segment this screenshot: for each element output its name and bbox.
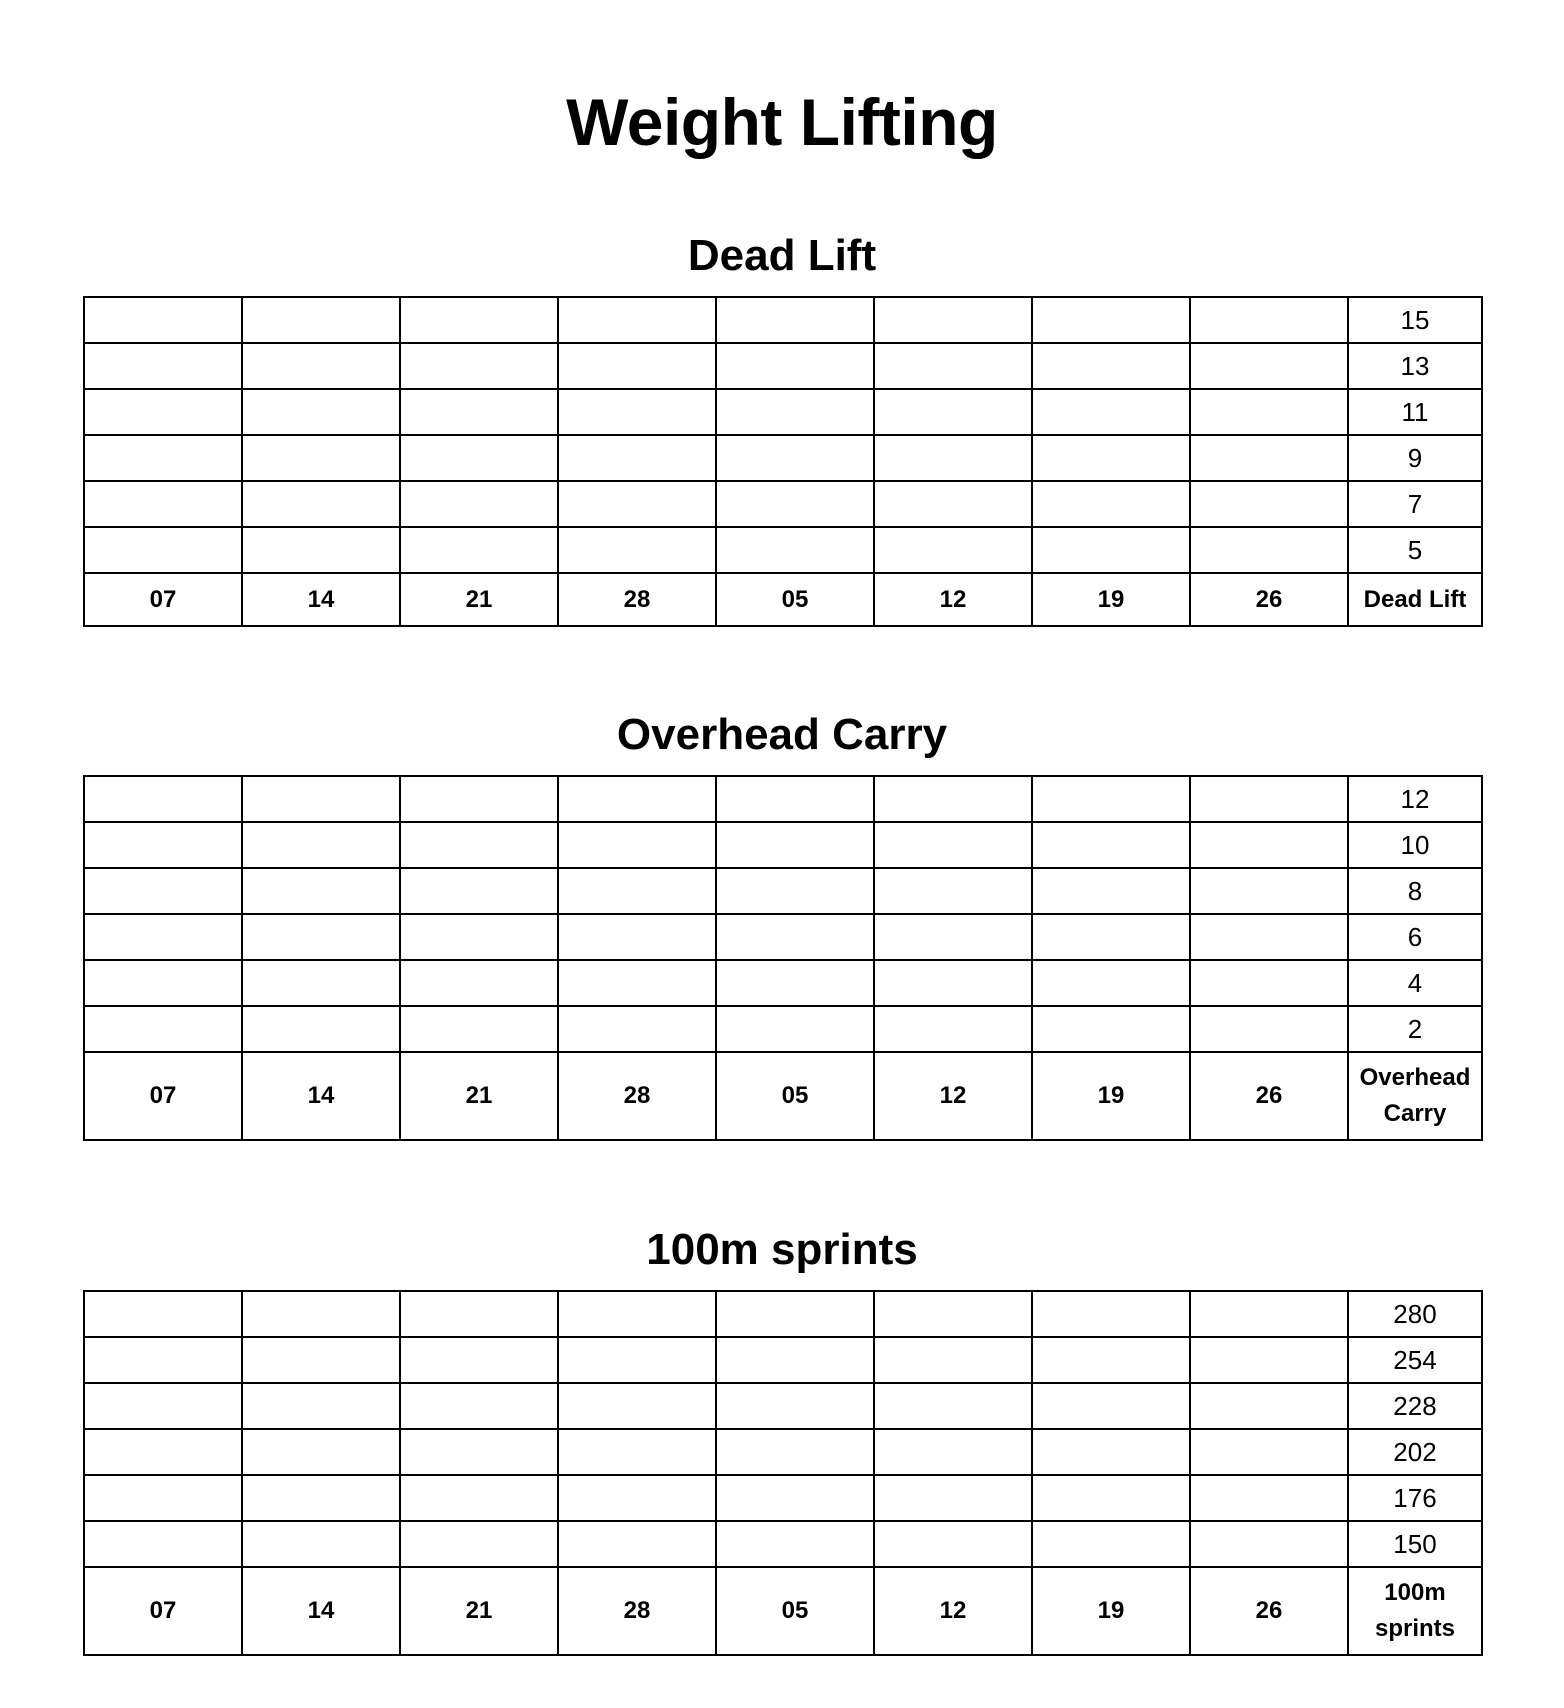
scale-value: 202 bbox=[1348, 1429, 1482, 1475]
entry-cell[interactable] bbox=[716, 776, 874, 822]
date-label: 14 bbox=[242, 1567, 400, 1655]
entry-cell[interactable] bbox=[242, 914, 400, 960]
entry-cell[interactable] bbox=[1032, 914, 1190, 960]
grid-row bbox=[84, 822, 1482, 868]
grid-row bbox=[84, 1521, 1482, 1567]
entry-cell[interactable] bbox=[1190, 1337, 1348, 1383]
grid-row bbox=[84, 1429, 1482, 1475]
entry-cell[interactable] bbox=[716, 960, 874, 1006]
entry-cell[interactable] bbox=[84, 1006, 242, 1052]
scale-value: 15 bbox=[1348, 297, 1482, 343]
grid-row bbox=[84, 1383, 1482, 1429]
entry-cell[interactable] bbox=[242, 822, 400, 868]
entry-cell[interactable] bbox=[242, 1006, 400, 1052]
entry-cell[interactable] bbox=[716, 343, 874, 389]
tracking-grid bbox=[83, 1290, 1483, 1656]
entry-cell[interactable] bbox=[716, 1521, 874, 1567]
date-label: 26 bbox=[1190, 1052, 1348, 1140]
entry-cell[interactable] bbox=[1032, 1337, 1190, 1383]
grid-row bbox=[84, 481, 1482, 527]
entry-cell[interactable] bbox=[874, 435, 1032, 481]
scale-value: 5 bbox=[1348, 527, 1482, 573]
entry-cell[interactable] bbox=[874, 527, 1032, 573]
date-label: 12 bbox=[874, 1052, 1032, 1140]
grid-row bbox=[84, 389, 1482, 435]
scale-value: 10 bbox=[1348, 822, 1482, 868]
date-label: 21 bbox=[400, 573, 558, 626]
date-label: 19 bbox=[1032, 1052, 1190, 1140]
entry-cell[interactable] bbox=[716, 868, 874, 914]
entry-cell[interactable] bbox=[84, 481, 242, 527]
entry-cell[interactable] bbox=[400, 1291, 558, 1337]
entry-cell[interactable] bbox=[1032, 960, 1190, 1006]
exercise-label: 100m sprints bbox=[1348, 1567, 1482, 1655]
entry-cell[interactable] bbox=[242, 527, 400, 573]
date-row bbox=[84, 1052, 1482, 1140]
entry-cell[interactable] bbox=[400, 868, 558, 914]
entry-cell[interactable] bbox=[558, 1475, 716, 1521]
entry-cell[interactable] bbox=[84, 914, 242, 960]
date-label: 19 bbox=[1032, 1567, 1190, 1655]
grid-row bbox=[84, 343, 1482, 389]
entry-cell[interactable] bbox=[84, 1291, 242, 1337]
entry-cell[interactable] bbox=[400, 297, 558, 343]
entry-cell[interactable] bbox=[1190, 297, 1348, 343]
entry-cell[interactable] bbox=[84, 1521, 242, 1567]
entry-cell[interactable] bbox=[400, 1337, 558, 1383]
date-row bbox=[84, 573, 1482, 626]
entry-cell[interactable] bbox=[400, 914, 558, 960]
entry-cell[interactable] bbox=[242, 343, 400, 389]
section-title: 100m sprints bbox=[646, 1225, 918, 1274]
entry-cell[interactable] bbox=[400, 1429, 558, 1475]
entry-cell[interactable] bbox=[874, 914, 1032, 960]
entry-cell[interactable] bbox=[1190, 389, 1348, 435]
entry-cell[interactable] bbox=[1190, 960, 1348, 1006]
section-title: Dead Lift bbox=[687, 231, 877, 280]
entry-cell[interactable] bbox=[558, 297, 716, 343]
scale-value: 6 bbox=[1348, 914, 1482, 960]
entry-cell[interactable] bbox=[1032, 527, 1190, 573]
entry-cell[interactable] bbox=[1190, 914, 1348, 960]
scale-value: 228 bbox=[1348, 1383, 1482, 1429]
date-label: 05 bbox=[716, 1052, 874, 1140]
tracking-grid bbox=[83, 296, 1483, 627]
entry-cell[interactable] bbox=[874, 1006, 1032, 1052]
entry-cell[interactable] bbox=[1032, 1521, 1190, 1567]
scale-value: 176 bbox=[1348, 1475, 1482, 1521]
tracking-section bbox=[83, 707, 1481, 1141]
scale-value: 12 bbox=[1348, 776, 1482, 822]
entry-cell[interactable] bbox=[716, 481, 874, 527]
date-label: 26 bbox=[1190, 573, 1348, 626]
entry-cell[interactable] bbox=[558, 435, 716, 481]
entry-cell[interactable] bbox=[874, 481, 1032, 527]
entry-cell[interactable] bbox=[716, 435, 874, 481]
entry-cell[interactable] bbox=[558, 914, 716, 960]
date-label: 12 bbox=[874, 573, 1032, 626]
entry-cell[interactable] bbox=[400, 1006, 558, 1052]
date-label: 12 bbox=[874, 1567, 1032, 1655]
entry-cell[interactable] bbox=[1032, 389, 1190, 435]
entry-cell[interactable] bbox=[242, 1475, 400, 1521]
entry-cell[interactable] bbox=[1190, 527, 1348, 573]
entry-cell[interactable] bbox=[84, 527, 242, 573]
entry-cell[interactable] bbox=[1032, 822, 1190, 868]
entry-cell[interactable] bbox=[1190, 1521, 1348, 1567]
entry-cell[interactable] bbox=[1190, 1475, 1348, 1521]
entry-cell[interactable] bbox=[400, 389, 558, 435]
date-label: 05 bbox=[716, 573, 874, 626]
entry-cell[interactable] bbox=[242, 389, 400, 435]
entry-cell[interactable] bbox=[1032, 343, 1190, 389]
date-label: 05 bbox=[716, 1567, 874, 1655]
entry-cell[interactable] bbox=[1032, 868, 1190, 914]
entry-cell[interactable] bbox=[558, 960, 716, 1006]
entry-cell[interactable] bbox=[1032, 776, 1190, 822]
scale-value: 13 bbox=[1348, 343, 1482, 389]
grid-row bbox=[84, 960, 1482, 1006]
entry-cell[interactable] bbox=[874, 1291, 1032, 1337]
scale-value: 8 bbox=[1348, 868, 1482, 914]
entry-cell[interactable] bbox=[84, 822, 242, 868]
date-row bbox=[84, 1567, 1482, 1655]
entry-cell[interactable] bbox=[874, 343, 1032, 389]
entry-cell[interactable] bbox=[400, 1521, 558, 1567]
entry-cell[interactable] bbox=[716, 1337, 874, 1383]
date-label: 28 bbox=[558, 1052, 716, 1140]
entry-cell[interactable] bbox=[84, 776, 242, 822]
entry-cell[interactable] bbox=[558, 343, 716, 389]
date-label: 21 bbox=[400, 1567, 558, 1655]
entry-cell[interactable] bbox=[558, 1006, 716, 1052]
entry-cell[interactable] bbox=[558, 1429, 716, 1475]
date-label: 28 bbox=[558, 1567, 716, 1655]
entry-cell[interactable] bbox=[400, 527, 558, 573]
entry-cell[interactable] bbox=[558, 822, 716, 868]
entry-cell[interactable] bbox=[558, 776, 716, 822]
entry-cell[interactable] bbox=[242, 1429, 400, 1475]
entry-cell[interactable] bbox=[716, 1475, 874, 1521]
entry-cell[interactable] bbox=[874, 1337, 1032, 1383]
entry-cell[interactable] bbox=[242, 297, 400, 343]
entry-cell[interactable] bbox=[874, 960, 1032, 1006]
entry-cell[interactable] bbox=[558, 527, 716, 573]
entry-cell[interactable] bbox=[1032, 297, 1190, 343]
entry-cell[interactable] bbox=[84, 343, 242, 389]
entry-cell[interactable] bbox=[84, 868, 242, 914]
date-label: 21 bbox=[400, 1052, 558, 1140]
scale-value: 11 bbox=[1348, 389, 1482, 435]
tracking-grid bbox=[83, 775, 1483, 1141]
entry-cell[interactable] bbox=[558, 1337, 716, 1383]
entry-cell[interactable] bbox=[874, 297, 1032, 343]
date-label: 07 bbox=[84, 1567, 242, 1655]
date-label: 28 bbox=[558, 573, 716, 626]
scale-value: 2 bbox=[1348, 1006, 1482, 1052]
entry-cell[interactable] bbox=[1032, 1429, 1190, 1475]
entry-cell[interactable] bbox=[242, 481, 400, 527]
entry-cell[interactable] bbox=[874, 822, 1032, 868]
grid-row bbox=[84, 1291, 1482, 1337]
entry-cell[interactable] bbox=[716, 914, 874, 960]
entry-cell[interactable] bbox=[242, 1291, 400, 1337]
entry-cell[interactable] bbox=[716, 1291, 874, 1337]
entry-cell[interactable] bbox=[716, 389, 874, 435]
entry-cell[interactable] bbox=[400, 435, 558, 481]
entry-cell[interactable] bbox=[874, 389, 1032, 435]
entry-cell[interactable] bbox=[558, 481, 716, 527]
grid-row bbox=[84, 1337, 1482, 1383]
entry-cell[interactable] bbox=[400, 776, 558, 822]
date-label: 14 bbox=[242, 1052, 400, 1140]
entry-cell[interactable] bbox=[1190, 1291, 1348, 1337]
grid-row bbox=[84, 297, 1482, 343]
entry-cell[interactable] bbox=[400, 343, 558, 389]
entry-cell[interactable] bbox=[84, 435, 242, 481]
entry-cell[interactable] bbox=[242, 776, 400, 822]
entry-cell[interactable] bbox=[242, 1383, 400, 1429]
entry-cell[interactable] bbox=[1032, 1475, 1190, 1521]
entry-cell[interactable] bbox=[1190, 868, 1348, 914]
entry-cell[interactable] bbox=[400, 481, 558, 527]
entry-cell[interactable] bbox=[558, 1521, 716, 1567]
entry-cell[interactable] bbox=[84, 297, 242, 343]
exercise-label: Overhead Carry bbox=[1348, 1052, 1482, 1140]
entry-cell[interactable] bbox=[1032, 1383, 1190, 1429]
entry-cell[interactable] bbox=[1190, 435, 1348, 481]
section-title: Overhead Carry bbox=[616, 710, 948, 759]
entry-cell[interactable] bbox=[242, 435, 400, 481]
date-label: 07 bbox=[84, 573, 242, 626]
entry-cell[interactable] bbox=[1190, 1383, 1348, 1429]
grid-row bbox=[84, 914, 1482, 960]
entry-cell[interactable] bbox=[400, 960, 558, 1006]
entry-cell[interactable] bbox=[716, 527, 874, 573]
grid-row bbox=[84, 527, 1482, 573]
entry-cell[interactable] bbox=[874, 1475, 1032, 1521]
entry-cell[interactable] bbox=[84, 1337, 242, 1383]
entry-cell[interactable] bbox=[558, 1291, 716, 1337]
entry-cell[interactable] bbox=[716, 1429, 874, 1475]
scale-value: 4 bbox=[1348, 960, 1482, 1006]
entry-cell[interactable] bbox=[242, 1521, 400, 1567]
entry-cell[interactable] bbox=[1032, 1006, 1190, 1052]
exercise-label: Dead Lift bbox=[1348, 573, 1482, 626]
entry-cell[interactable] bbox=[716, 297, 874, 343]
entry-cell[interactable] bbox=[874, 868, 1032, 914]
entry-cell[interactable] bbox=[716, 1006, 874, 1052]
entry-cell[interactable] bbox=[400, 1383, 558, 1429]
entry-cell[interactable] bbox=[84, 960, 242, 1006]
grid-row bbox=[84, 776, 1482, 822]
grid-row bbox=[84, 435, 1482, 481]
entry-cell[interactable] bbox=[1190, 481, 1348, 527]
entry-cell[interactable] bbox=[1032, 481, 1190, 527]
grid-row bbox=[84, 1006, 1482, 1052]
entry-cell[interactable] bbox=[1190, 1006, 1348, 1052]
entry-cell[interactable] bbox=[874, 776, 1032, 822]
entry-cell[interactable] bbox=[1190, 343, 1348, 389]
entry-cell[interactable] bbox=[400, 1475, 558, 1521]
entry-cell[interactable] bbox=[1190, 822, 1348, 868]
grid-row bbox=[84, 1475, 1482, 1521]
entry-cell[interactable] bbox=[1190, 1429, 1348, 1475]
entry-cell[interactable] bbox=[242, 1337, 400, 1383]
scale-value: 280 bbox=[1348, 1291, 1482, 1337]
entry-cell[interactable] bbox=[558, 1383, 716, 1429]
entry-cell[interactable] bbox=[84, 389, 242, 435]
date-label: 07 bbox=[84, 1052, 242, 1140]
entry-cell[interactable] bbox=[84, 1383, 242, 1429]
page-title: Weight Lifting bbox=[566, 85, 998, 159]
entry-cell[interactable] bbox=[242, 868, 400, 914]
entry-cell[interactable] bbox=[558, 868, 716, 914]
scale-value: 9 bbox=[1348, 435, 1482, 481]
scale-value: 150 bbox=[1348, 1521, 1482, 1567]
entry-cell[interactable] bbox=[716, 1383, 874, 1429]
tracking-section bbox=[83, 1222, 1481, 1656]
entry-cell[interactable] bbox=[1032, 1291, 1190, 1337]
entry-cell[interactable] bbox=[558, 389, 716, 435]
entry-cell[interactable] bbox=[874, 1383, 1032, 1429]
grid-row bbox=[84, 868, 1482, 914]
entry-cell[interactable] bbox=[84, 1429, 242, 1475]
entry-cell[interactable] bbox=[84, 1475, 242, 1521]
entry-cell[interactable] bbox=[400, 822, 558, 868]
entry-cell[interactable] bbox=[874, 1429, 1032, 1475]
date-label: 26 bbox=[1190, 1567, 1348, 1655]
entry-cell[interactable] bbox=[716, 822, 874, 868]
date-label: 19 bbox=[1032, 573, 1190, 626]
tracking-section bbox=[83, 228, 1481, 627]
entry-cell[interactable] bbox=[1190, 776, 1348, 822]
scale-value: 7 bbox=[1348, 481, 1482, 527]
entry-cell[interactable] bbox=[874, 1521, 1032, 1567]
scale-value: 254 bbox=[1348, 1337, 1482, 1383]
date-label: 14 bbox=[242, 573, 400, 626]
entry-cell[interactable] bbox=[1032, 435, 1190, 481]
entry-cell[interactable] bbox=[242, 960, 400, 1006]
